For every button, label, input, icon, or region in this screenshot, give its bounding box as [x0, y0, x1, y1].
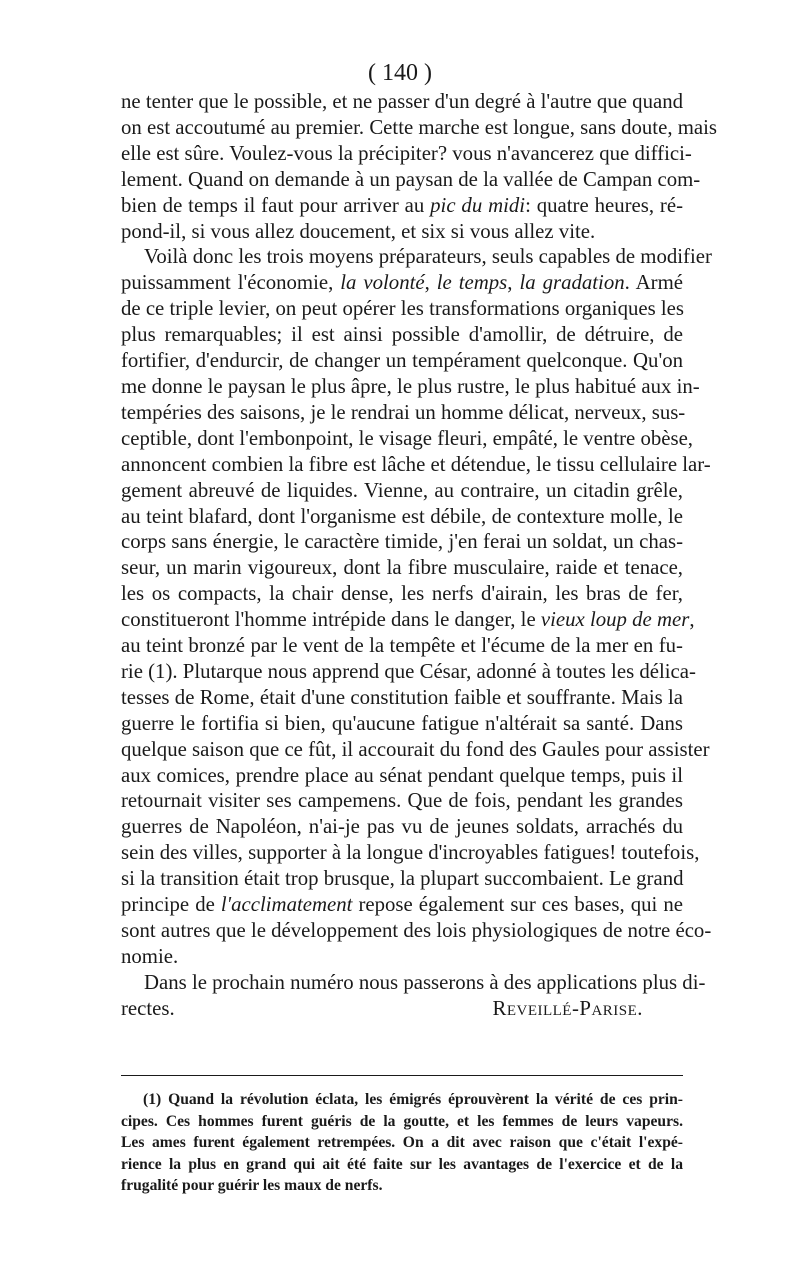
body-line: annoncent combien la fibre est lâche et détendue, le tissu cellulaire lar- [121, 452, 711, 476]
page-number: ( 140 ) [368, 60, 432, 86]
body-line: guerre le fortifia si bien, qu'aucune fatigue n'altérait sa santé. Dans [121, 711, 683, 735]
body-line: sein des villes, supporter à la longue d'incroyables fatigues! toutefois, [121, 841, 700, 865]
body-line: de ce triple levier, on peut opérer les transformations organiques les [121, 297, 684, 321]
body-line: constitueront l'homme intrépide dans le danger, le vieux loup de mer, [121, 608, 695, 632]
body-line: pond-il, si vous allez doucement, et six si vous allez vite. [121, 219, 596, 243]
footnote-line: rience la plus en grand qui ait été faite sur les avantages de l'exercice et de la [121, 1155, 683, 1173]
body-line: ceptible, dont l'embonpoint, le visage fleuri, empâté, le ventre obèse, [121, 426, 694, 450]
italic-term: le temps [436, 271, 508, 295]
body-line: on est accoutumé au premier. Cette marche est longue, sans doute, mais [121, 115, 717, 139]
body-line: plus remarquables; il est ainsi possible d'amollir, de détruire, de [121, 323, 683, 347]
italic-term: l'acclimatement [220, 893, 353, 917]
body-line: aux comices, prendre place au sénat pendant quelque temps, puis il [121, 763, 683, 787]
footnote-line: cipes. Ces hommes furent guéris de la goutte, et les femmes de leurs vapeurs. [121, 1112, 683, 1130]
author-signature: Reveillé-Parise. [492, 996, 643, 1020]
body-line: gement abreuvé de liquides. Vienne, au contraire, un citadin grêle, [121, 478, 683, 502]
paragraph-start: Voilà donc les trois moyens préparateurs, seuls capables de modifier [144, 245, 712, 269]
signature-line [121, 996, 683, 1022]
body-line: si la transition était trop brusque, la plupart succombaient. Le grand [121, 867, 684, 891]
body-line: puissamment l'économie, la volonté, le temps, la gradation. Armé [121, 271, 684, 295]
italic-term: la gradation [519, 271, 625, 295]
body-line: elle est sûre. Voulez-vous la précipiter? vous n'avancerez que diffici- [121, 141, 692, 165]
body-line: sont autres que le développement des lois physiologiques de notre éco- [121, 919, 712, 942]
italic-term: vieux loup de mer [540, 608, 690, 632]
body-line: tempéries des saisons, je le rendrai un homme délicat, nerveux, sus- [121, 400, 686, 424]
body-line: corps sans énergie, le caractère timide, j'en ferai un soldat, un chas- [121, 530, 683, 554]
body-line: nomie. [121, 944, 179, 968]
body-line: quelque saison que ce fût, il accourait du fond des Gaules pour assister [121, 737, 710, 761]
body-line: au teint bronzé par le vent de la tempête et l'écume de la mer en fu- [121, 634, 683, 658]
body-line: guerres de Napoléon, n'ai-je pas vu de jeunes soldats, arrachés du [121, 815, 683, 839]
body-line: retournait visiter ses campemens. Que de fois, pendant les grandes [121, 789, 683, 813]
body-line: lement. Quand on demande à un paysan de la vallée de Campan com- [121, 167, 701, 191]
body-line: tesses de Rome, était d'une constitution faible et souffrante. Mais la [121, 685, 683, 709]
body-line: seur, un marin vigoureux, dont la fibre musculaire, raide et tenace, [121, 556, 683, 580]
body-line: ne tenter que le possible, et ne passer d'un degré à l'autre que quand [121, 90, 683, 113]
italic-term: pic du midi [430, 193, 526, 217]
body-line: principe de l'acclimatement repose également sur ces bases, qui ne [121, 893, 684, 917]
body-text [121, 89, 717, 1022]
footnote-divider [121, 1075, 683, 1076]
body-line: au teint blafard, dont l'organisme est débile, de contexture molle, le [121, 504, 683, 528]
body-line: me donne le paysan le plus âpre, le plus rustre, le plus habitué aux in- [121, 374, 700, 398]
footnote-line: (1) Quand la révolution éclata, les émigrés éprouvèrent la vérité de ces prin- [143, 1091, 683, 1108]
body-line: les os compacts, la chair dense, les nerfs d'airain, les bras de fer, [121, 582, 683, 606]
body-line: fortifier, d'endurcir, de changer un tempérament quelconque. Qu'on [121, 349, 683, 373]
paragraph-start: Dans le prochain numéro nous passerons à des applications plus di- [144, 970, 706, 994]
italic-term: la volonté [340, 271, 425, 295]
footnote-line: frugalité pour guérir les maux de nerfs. [121, 1177, 383, 1194]
body-line: bien de temps il faut pour arriver au pic du midi: quatre heures, ré- [121, 193, 684, 217]
footnote [121, 1089, 683, 1197]
closing-word: rectes. [121, 996, 175, 1020]
footnote-line: Les ames furent également retrempées. On a dit avec raison que c'était l'expé- [121, 1134, 683, 1151]
body-line: rie (1). Plutarque nous apprend que César, adonné à toutes les délica- [121, 659, 696, 683]
